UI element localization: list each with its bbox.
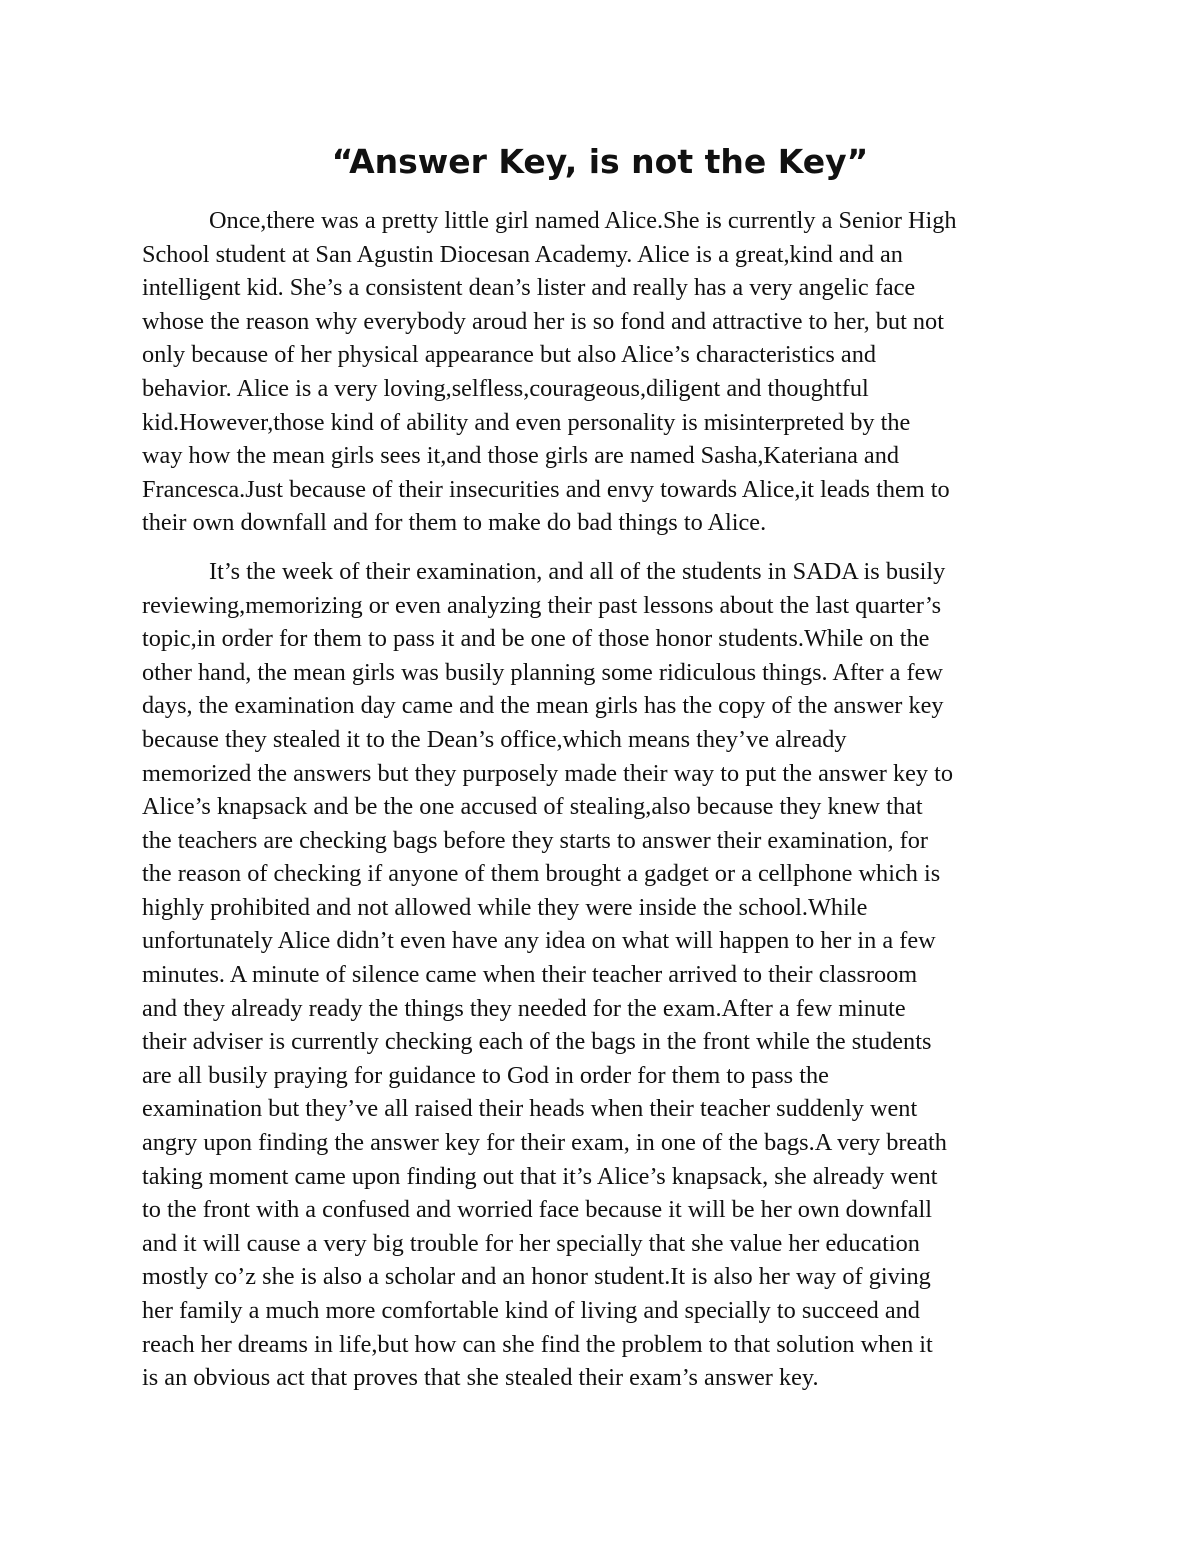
paragraph-2-line: reach her dreams in life,but how can she find the problem to that solution when it <box>142 1330 933 1358</box>
paragraph-1-line: intelligent kid. She’s a consistent dean’s lister and really has a very angelic face <box>142 274 916 302</box>
paragraph-2-line: angry upon finding the answer key for their exam, in one of the bags.A very breath <box>142 1129 947 1157</box>
paragraph-2-line: and it will cause a very big trouble for her specially that she value her education <box>142 1229 920 1257</box>
paragraph-1-line: whose the reason why everybody aroud her is so fond and attractive to her, but not <box>142 307 944 335</box>
paragraph-2-line: the teachers are checking bags before they starts to answer their examination, for <box>142 826 928 854</box>
paragraph-1-line: only because of her physical appearance but also Alice’s characteristics and <box>142 341 876 369</box>
paragraph-2-line: is an obvious act that proves that she stealed their exam’s answer key. <box>142 1364 819 1392</box>
paragraph-2-line: unfortunately Alice didn’t even have any idea on what will happen to her in a few <box>142 927 936 955</box>
paragraph-1-line: kid.However,those kind of ability and even personality is misinterpreted by the <box>142 408 911 436</box>
paragraph-2-line: taking moment came upon finding out that it’s Alice’s knapsack, she already went <box>142 1162 938 1190</box>
paragraph-2-line: examination but they’ve all raised their heads when their teacher suddenly went <box>142 1095 918 1123</box>
paragraph-2 <box>142 555 1060 1395</box>
paragraph-2-line: their adviser is currently checking each of the bags in the front while the students <box>142 1028 932 1056</box>
document-title: “Answer Key, is not the Key” <box>331 142 869 181</box>
paragraph-2-line: highly prohibited and not allowed while they were inside the school.While <box>142 893 868 921</box>
paragraph-2-line: and they already ready the things they needed for the exam.After a few minute <box>142 994 906 1022</box>
paragraph-2-line: memorized the answers but they purposely made their way to put the answer key to <box>142 759 954 787</box>
paragraph-1-line: School student at San Agustin Diocesan Academy. Alice is a great,kind and an <box>142 240 903 268</box>
paragraph-1-line: Once,there was a pretty little girl named Alice.She is currently a Senior High <box>209 207 957 234</box>
document-body <box>142 204 1060 1410</box>
paragraph-2-line: minutes. A minute of silence came when their teacher arrived to their classroom <box>142 961 918 989</box>
paragraph-2-line: her family a much more comfortable kind of living and specially to succeed and <box>142 1297 920 1324</box>
paragraph-2-line: It’s the week of their examination, and all of the students in SADA is busily <box>209 557 946 585</box>
paragraph-2-line: the reason of checking if anyone of them brought a gadget or a cellphone which is <box>142 860 941 888</box>
paragraph-1 <box>142 204 1060 540</box>
paragraph-1-line: behavior. Alice is a very loving,selfless,courageous,diligent and thoughtful <box>142 374 869 402</box>
paragraph-2-line: are all busily praying for guidance to God in order for them to pass the <box>142 1061 829 1089</box>
paragraph-2-line: reviewing,memorizing or even analyzing their past lessons about the last quarter’s <box>142 591 942 619</box>
paragraph-2-line: days, the examination day came and the mean girls has the copy of the answer key <box>142 692 944 720</box>
paragraph-1-line: their own downfall and for them to make do bad things to Alice. <box>142 509 767 537</box>
paragraph-2-line: other hand, the mean girls was busily planning some ridiculous things. After a few <box>142 658 943 686</box>
paragraph-2-line: mostly co’z she is also a scholar and an honor student.It is also her way of giving <box>142 1263 931 1291</box>
paragraph-2-line: topic,in order for them to pass it and be one of those honor students.While on the <box>142 625 930 653</box>
paragraph-2-line: Alice’s knapsack and be the one accused of stealing,also because they knew that <box>142 793 923 821</box>
paragraph-1-line: Francesca.Just because of their insecurities and envy towards Alice,it leads them to <box>142 475 950 503</box>
paragraph-2-line: to the front with a confused and worried face because it will be her own downfall <box>142 1196 933 1224</box>
paragraph-2-line: because they stealed it to the Dean’s office,which means they’ve already <box>142 725 847 753</box>
paragraph-1-line: way how the mean girls sees it,and those girls are named Sasha,Kateriana and <box>142 442 900 470</box>
